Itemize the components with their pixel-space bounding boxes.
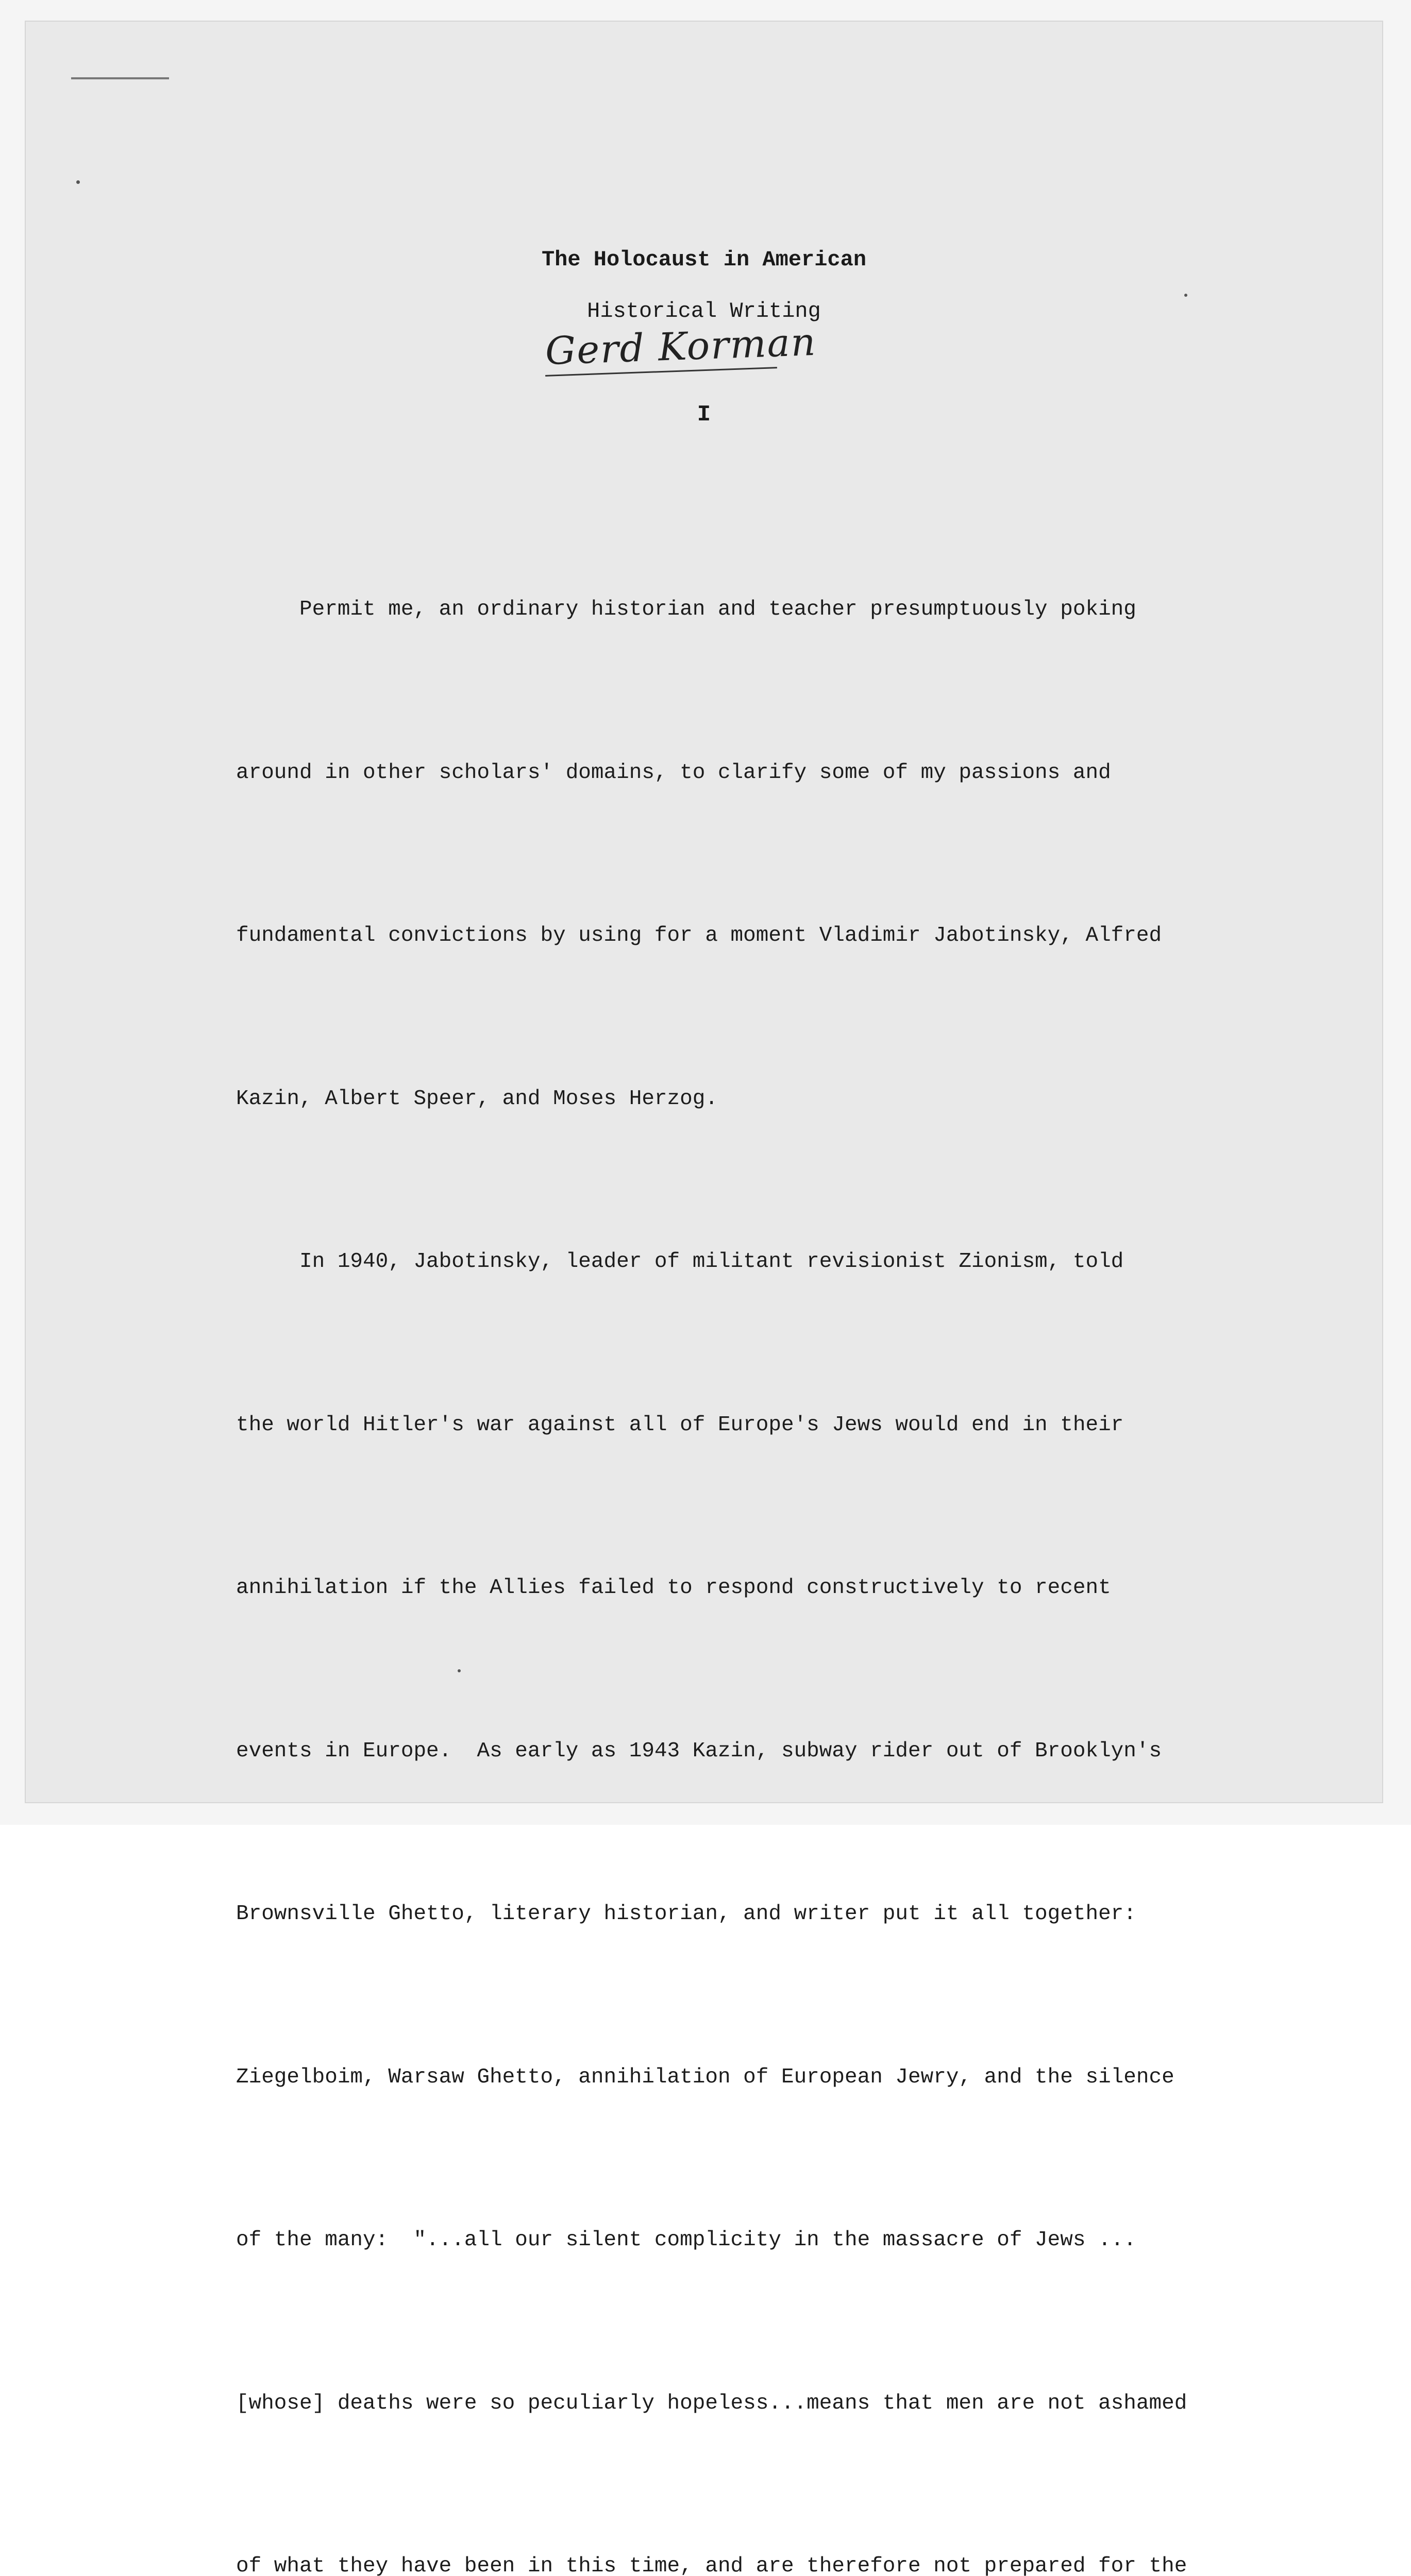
author-signature: Gerd Korman (544, 319, 817, 374)
body-line: In 1940, Jabotinsky, leader of militant revisionist Zionism, told (236, 1250, 1124, 1274)
body-line: Ziegelboim, Warsaw Ghetto, annihilation of European Jewry, and the silence (236, 2065, 1174, 2089)
stray-mark (71, 77, 169, 79)
body-line: events in Europe. As early as 1943 Kazin, subway rider out of Brooklyn's (236, 1739, 1162, 1763)
body-line: Brownsville Ghetto, literary historian, and writer put it all together: (236, 1902, 1136, 1926)
dust-speck (76, 180, 80, 184)
document-title: The Holocaust in American (541, 247, 867, 272)
section-number: I (697, 402, 711, 428)
body-line: around in other scholars' domains, to clarify some of my passions and (236, 760, 1111, 785)
body-line: [whose] deaths were so peculiarly hopeless...means that men are not ashamed (236, 2391, 1187, 2415)
body-line: of what they have been in this time, and are therefore not prepared for the (236, 2554, 1187, 2576)
typewritten-page (25, 21, 1383, 2576)
body-line: the world Hitler's war against all of Europe's Jews would end in their (236, 1413, 1124, 1437)
body-text (236, 474, 1318, 2576)
body-line: Kazin, Albert Speer, and Moses Herzog. (236, 1087, 718, 1111)
body-line: annihilation if the Allies failed to respond constructively to recent (236, 1576, 1111, 1600)
body-line: Permit me, an ordinary historian and teacher presumptuously poking (236, 598, 1136, 621)
dust-speck (1184, 294, 1187, 297)
document-subtitle: Historical Writing (587, 299, 821, 324)
body-line: fundamental convictions by using for a moment Vladimir Jabotinsky, Alfred (236, 924, 1162, 947)
body-line: of the many: "...all our silent complicity in the massacre of Jews ... (236, 2228, 1136, 2252)
